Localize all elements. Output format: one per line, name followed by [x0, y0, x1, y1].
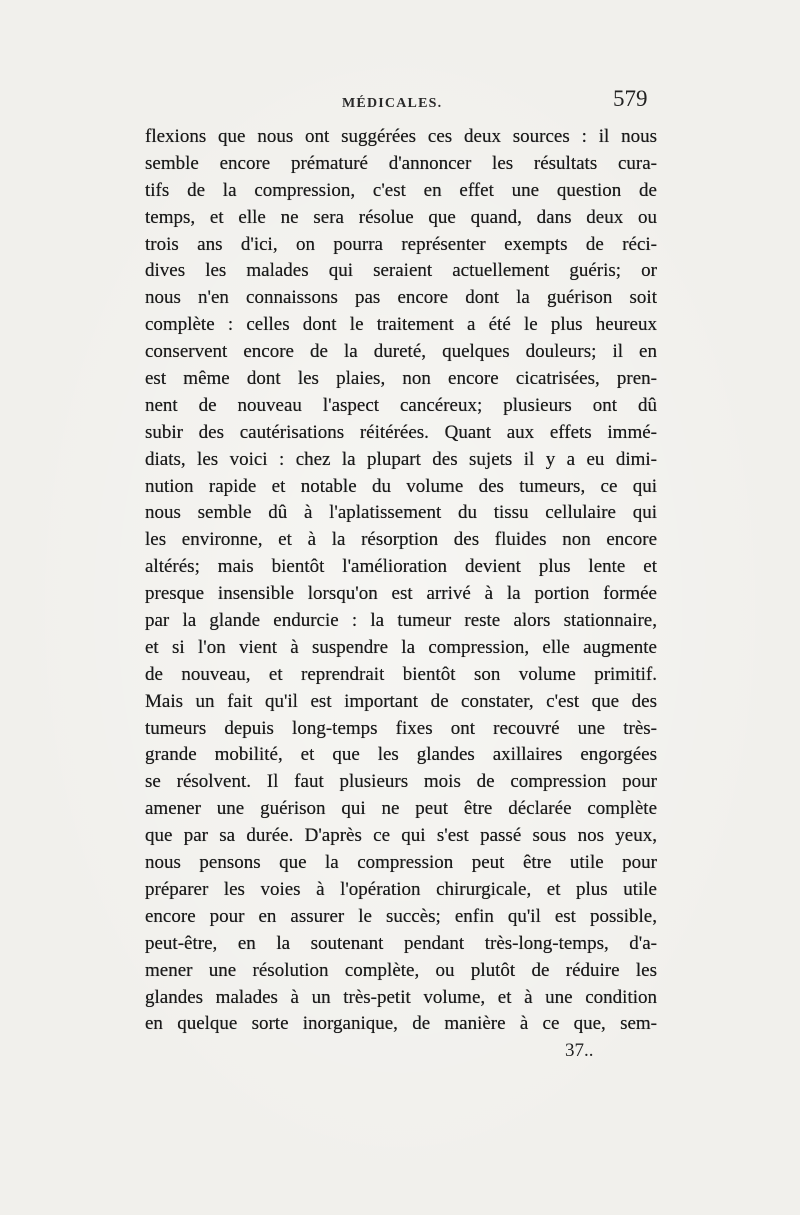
- text-line: glandes malades à un très-petit volume, et à une condition: [145, 986, 657, 1008]
- text-line: peut-être, en la soutenant pendant très-long-temps, d'a-: [145, 932, 657, 954]
- text-line: flexions que nous ont suggérées ces deux sources : il nous: [145, 126, 657, 147]
- text-line: tumeurs depuis long-temps fixes ont recouvré une très-: [145, 717, 657, 739]
- page-number: 579: [613, 86, 648, 111]
- text-line: nent de nouveau l'aspect cancéreux; plusieurs ont dû: [145, 394, 657, 416]
- text-line: grande mobilité, et que les glandes axillaires engorgées: [145, 744, 657, 766]
- text-line: que par sa durée. D'après ce qui s'est passé sous nos yeux,: [145, 825, 657, 847]
- text-line: temps, et elle ne sera résolue que quand, dans deux ou: [145, 206, 657, 228]
- text-block: [145, 124, 657, 1038]
- text-line: et si l'on vient à suspendre la compression, elle augmente: [145, 636, 657, 658]
- text-line: en quelque sorte inorganique, de manière à ce que, sem-: [145, 1013, 657, 1035]
- text-line: diats, les voici : chez la plupart des sujets il y a eu dimi-: [145, 448, 657, 470]
- text-line: presque insensible lorsqu'on est arrivé à la portion formée: [145, 583, 657, 605]
- text-line: préparer les voies à l'opération chirurgicale, et plus utile: [145, 878, 657, 900]
- text-line: par la glande endurcie : la tumeur reste alors stationnaire,: [145, 610, 657, 632]
- signature-mark: 37..: [565, 1040, 594, 1061]
- text-line: nous semble dû à l'aplatissement du tissu cellulaire qui: [145, 502, 657, 524]
- text-line: amener une guérison qui ne peut être déclarée complète: [145, 798, 657, 820]
- text-line: les environne, et à la résorption des fluides non encore: [145, 529, 657, 551]
- text-line: subir des cautérisations réitérées. Quant aux effets immé-: [145, 421, 657, 443]
- text-line: tifs de la compression, c'est en effet une question de: [145, 179, 657, 201]
- text-line: nous pensons que la compression peut être utile pour: [145, 852, 657, 874]
- text-line: altérés; mais bientôt l'amélioration devient plus lente et: [145, 556, 657, 578]
- text-line: mener une résolution complète, ou plutôt de réduire les: [145, 959, 657, 981]
- text-line: nous n'en connaissons pas encore dont la guérison soit: [145, 287, 657, 309]
- text-line: se résolvent. Il faut plusieurs mois de compression pour: [145, 771, 657, 793]
- text-line: conservent encore de la dureté, quelques douleurs; il en: [145, 341, 657, 363]
- text-line: de nouveau, et reprendrait bientôt son volume primitif.: [145, 663, 657, 685]
- running-title: MÉDICALES.: [342, 96, 443, 111]
- text-line: Mais un fait qu'il est important de constater, c'est que des: [145, 690, 657, 712]
- text-line: encore pour en assurer le succès; enfin qu'il est possible,: [145, 905, 657, 927]
- text-line: trois ans d'ici, on pourra représenter exempts de réci-: [145, 233, 657, 255]
- text-line: dives les malades qui seraient actuellement guéris; or: [145, 260, 657, 282]
- text-line: nution rapide et notable du volume des tumeurs, ce qui: [145, 475, 657, 497]
- text-line: semble encore prématuré d'annoncer les résultats cura-: [145, 152, 657, 174]
- text-line: est même dont les plaies, non encore cicatrisées, pren-: [145, 368, 657, 390]
- text-line: complète : celles dont le traitement a été le plus heureux: [145, 314, 657, 336]
